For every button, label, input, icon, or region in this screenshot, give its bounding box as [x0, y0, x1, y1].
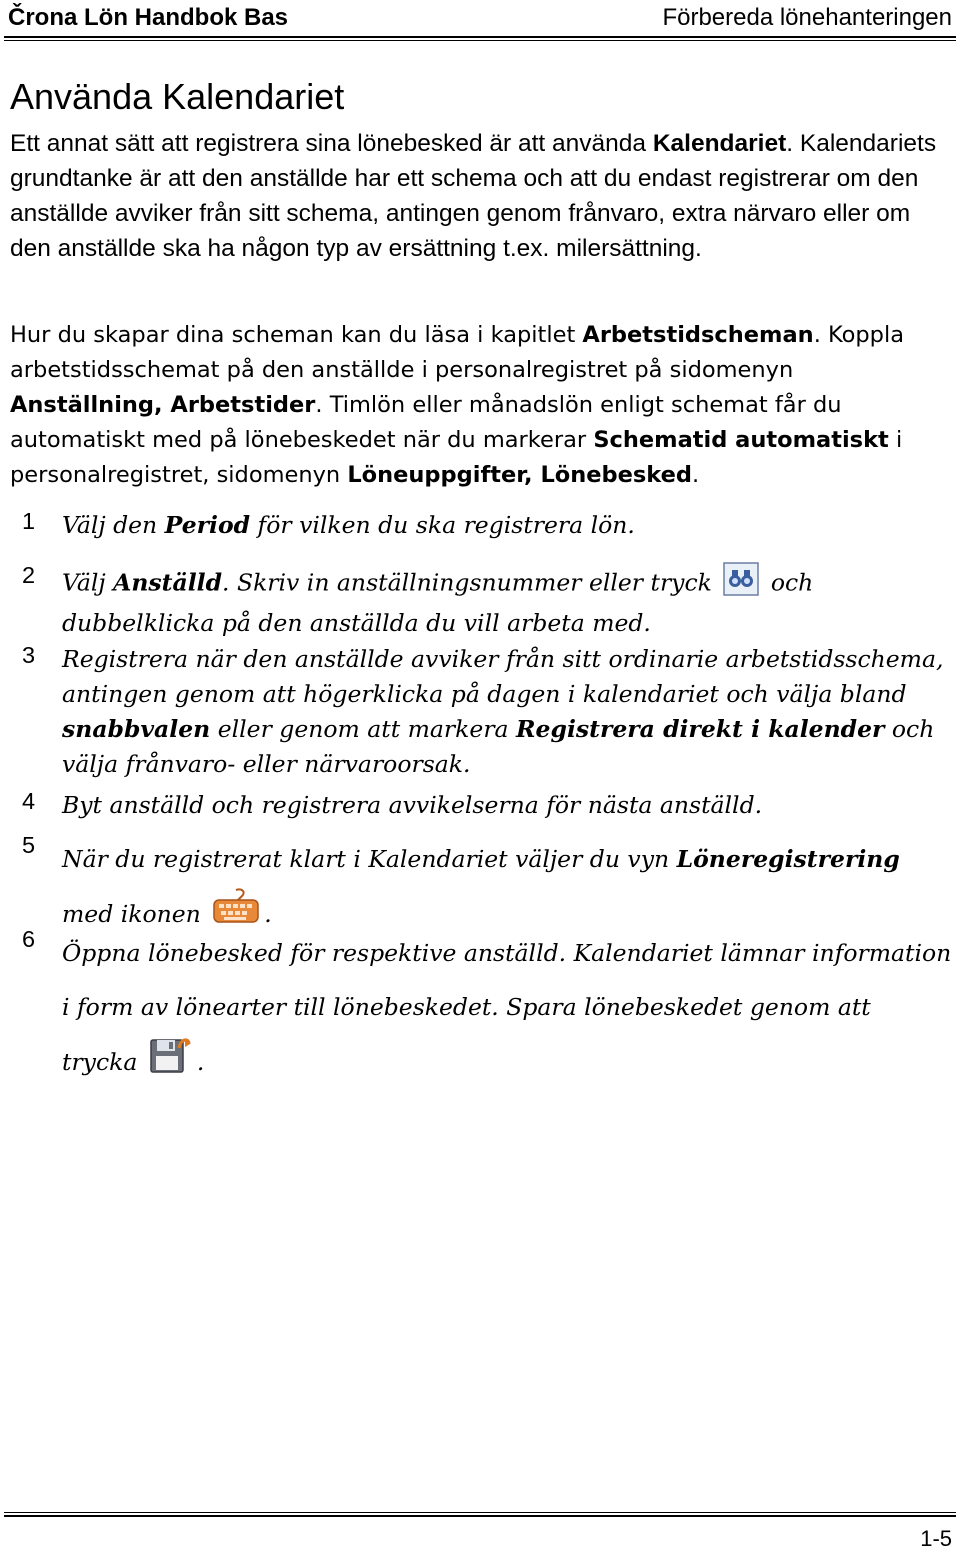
text: Hur du skapar dina scheman kan du läsa i kapitlet: [10, 322, 583, 348]
text: och välja frånvaro- eller närvaroorsak.: [62, 715, 935, 778]
term-registrera-direkt: Registrera direkt i kalender: [516, 715, 885, 743]
term-schematid-automatiskt: Schematid automatiskt: [593, 427, 889, 453]
term-snabbvalen: snabbvalen: [62, 715, 211, 743]
intro-paragraph: [10, 126, 950, 266]
step-number: 6: [22, 926, 36, 952]
step-number: 1: [22, 508, 36, 534]
term-period: Period: [164, 511, 251, 539]
step-number: 4: [22, 788, 36, 814]
step-number: 2: [22, 562, 36, 588]
text: .: [264, 900, 272, 928]
text: . Koppla arbetstidsschemat på den anställde i personalregistret på sidomenyn: [10, 322, 904, 383]
page-number: 1-5: [920, 1526, 952, 1551]
text: . Kalendariets grundtanke är att den anställde har ett schema och att du endast registrerar om den anställde avviker från sitt schema, antingen genom frånvaro, extra närvaro eller om den anställde ska ha någon typ av ersättning t.ex. milersättning.: [10, 130, 937, 262]
text: Ett annat sätt att registrera sina lönebesked är att använda: [10, 130, 653, 157]
header-title: Črona Lön Handbok Bas: [8, 4, 289, 31]
footer-rule: [4, 1512, 956, 1517]
term-loneregistrering: Löneregistrering: [676, 845, 900, 873]
search-employee-icon[interactable]: [723, 562, 759, 606]
text: När du registrerat klart i Kalendariet väljer du vyn: [62, 845, 677, 873]
text: i personalregistret, sidomenyn: [10, 427, 903, 488]
text: eller genom att markera: [210, 715, 517, 743]
text: Byt anställd och registrera avvikelserna för nästa anställd.: [62, 791, 763, 819]
text: för vilken du ska registrera lön.: [250, 511, 635, 539]
text: med ikonen: [62, 900, 209, 928]
text: .: [196, 1048, 205, 1076]
header-section: Förbereda lönehanteringen: [662, 4, 952, 31]
step-number: 5: [22, 832, 36, 858]
text: Öppna lönebesked för respektive anställd. Kalendariet lämnar information i form av lönearter till lönebeskedet. Spara lönebeskedet genom att trycka: [62, 939, 952, 1076]
step-text: [62, 508, 952, 543]
term-arbetstidscheman: Arbetstidscheman: [582, 322, 814, 348]
step-text: [62, 642, 952, 782]
term-anstallning-arbetstider: Anställning, Arbetstider: [10, 392, 316, 418]
term-kalendariet: Kalendariet: [652, 130, 787, 157]
text: . Timlön eller månadslön enligt schemat får du automatiskt med på lönebeskedet när du markerar: [10, 392, 842, 453]
schedule-paragraph: [10, 318, 950, 493]
step-number: 3: [22, 642, 36, 668]
text: .: [692, 462, 700, 488]
save-icon[interactable]: [149, 1034, 193, 1093]
step-text: [62, 926, 952, 1093]
step-text: [62, 788, 952, 823]
text: Välj den: [62, 511, 165, 539]
term-anstalld: Anställd: [113, 568, 223, 597]
term-loneuppgifter-lonebesked: Löneuppgifter, Lönebesked: [347, 462, 692, 488]
text: Registrera när den anställde avviker från sitt ordinarie arbetstidsschema, antingen genom att högerklicka på dagen i kalendariet och välja bland: [62, 645, 944, 708]
step-text: [62, 562, 952, 641]
header-rule: [4, 36, 956, 41]
text: Välj: [62, 568, 114, 597]
text: . Skriv in anställningsnummer eller tryck: [222, 568, 720, 597]
page-title: Använda Kalendariet: [10, 76, 345, 117]
text: och dubbelklicka på den anställda du vill arbeta med.: [62, 568, 814, 637]
